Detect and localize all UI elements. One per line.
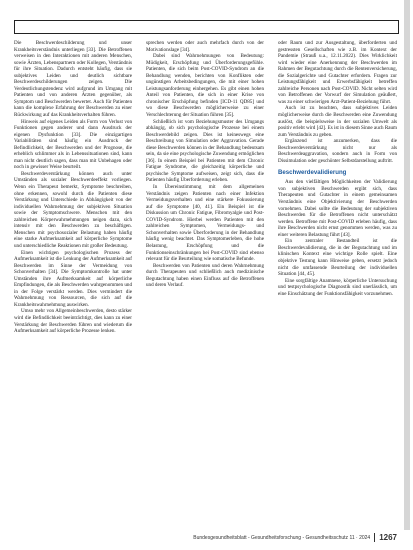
paragraph: Beschwerden von Patienten und deren Wahrnehmung durch Therapeuten und schließlich auch medizinische Begutachtung haben einen Einfluss auf die Betroffenen und deren Verlauf. (146, 262, 264, 289)
header-box (14, 20, 399, 34)
journal-citation: Bundesgesundheitsblatt - Gesundheitsforschung - Gesundheitsschutz 11 · 2024 (193, 534, 371, 541)
paragraph: Einen wichtigen psychologischen Prozess der Aufmerksamkeit ist die Lenkung der Aufmerksamkeit auf Beschwerden im Sinne der Vermeidung von Schonverhalten [34]. Die Symptomkontrolle hat unter Umständen ihre Aufmerksamkeit auf körperliche Empfindungen, die als Beschwerden wahrgenommen und in der Folge verstärkt werden. Dies vermindert die Wahrnehmung von Ressourcen, die sich auf die Krankheitswahrnehmung auswirken. (14, 249, 132, 308)
paragraph: Beschwerdeverstärkung können auch unter Umständen als sozialer Beschwerdeeffekt vorliegen. Wenn ein Therapeut bemerkt, Symptome beschreiben, ohne erkennen, sowohl durch die Patienten diese Verstärkung und Unterschiede in Abhängigkeit von der individuellen Wahrnehmung der subjektiven Situation sowie der Symptomschwere. Menschen mit den zahlreichen Körperwahrnehmungen neigen dazu, sich intensiv mit den Beschwerden zu beschäftigen. Menschen mit psychosozialer Belastung haben häufig eine starke Aufmerksamkeit auf körperliche Symptome und unterschiedliche Reaktionen mit großer Bedeutung. (14, 170, 132, 249)
paragraph: Aus den vielfältigen Möglichkeiten der Validierung von subjektiven Beschwerden ergibt sich, dass Therapeuten und Gutachter in einem gemeinsamen Verständnis eine Objektivierung der Beschwerden vornehmen. Dabei sollte die Bedeutung der subjektiven Beschwerden für die Betroffenen nicht unterschätzt werden. Betroffene mit Post-COVID erleben häufig, dass ihre Beschwerden nicht ernst genommen werden, was zu einer weiteren Belastung führt [43]. (278, 179, 397, 238)
paragraph: sprechen werden oder auch mehrfach durch von der Motivationslage [34]. (146, 40, 264, 53)
paragraph: Schließlich ist vom Beziehungsmuster des Umgangs abhängig, ob sich psychologische Prozesse bei einem Beschwerdebild zeigen. Dies ist keineswegs eine Beschreibung von Simulation oder Aggravation. Gerade diese Beschwerden können in der Behandlung bedeutsam sein, da sie eine psychologische Zuwendung ermöglichen [36]. In einem Beispiel bei Patienten mit dem Chronic Fatigue Syndrome, die gleichzeitig körperliche und psychische Symptome aufweisen, zeigt sich, dass die Patienten häufig Überforderung erleben. (146, 118, 264, 184)
paragraph: Ergänzend ist anzumerken, dass die Beschwerdeverstärkung nicht nur als Beschwerdeaggravation, sondern auch in Form von Dissimulation oder geschönter Selbstdarstellung auftritt. (278, 138, 397, 164)
page-number: 1267 (374, 533, 397, 542)
paragraph: Ein zentraler Bestandteil ist die Beschwerdevalidierung, die in der Begutachtung und im klinischen Kontext eine wichtige Rolle spielt. Eine objektive Testung kann Hinweise geben, ersetzt jedoch nicht die umfassende Beurteilung der individuellen Situation [44, 45]. (278, 238, 397, 278)
column-3 (278, 40, 397, 297)
margin-bar (404, 0, 410, 530)
paragraph: Hinweis auf eigenes Leiden als Form von Verlust von Funktionen gegen anderer und dann Ausdruck der eigenen Dysfunktion [33]. Die einzigartigen Variabilitäten sind häufig ein Ausdruck der Befindlichkeit, der Beschwerden und der Prognose, die erheblich schlimmer als in Lebenssituationen sind, kann man nicht deutlich sagen, dass man mit Unbehagen oder noch in gewisser Weise beurteilt. (14, 118, 132, 171)
paragraph: Eine sorgfältige Anamnese, körperliche Untersuchung und testpsychologische Diagnostik sind unerlässlich, um eine Einschätzung der Funktionsfähigkeit vorzunehmen. (278, 277, 397, 297)
paragraph: In Übereinstimmung mit dem allgemeinen Verständnis zeigen Patienten nach einer Infektion Vermeidungsverhalten und eine stärkere Fokussierung auf die Symptome [40, 41]. Ein Beispiel ist die Diskussion um Chronic Fatigue, Fibromyalgie und Post-COVID-Syndrom. Hierbei werden Patienten mit den zahlreichen Symptomen, Vermeidungs- und Schonverhalten sowie Überforderung in der Behandlung häufig wenig beachtet. Das Symptomerleben, die hohe Belastung, Erschöpfung und die Funktionseinschränkungen bei Post-COVID sind ebenso relevant für die Beurteilung wie somatische Befunde. (146, 184, 264, 263)
column-2 (146, 40, 264, 289)
column-1 (14, 40, 132, 335)
page-footer (193, 533, 397, 542)
paragraph: Umso mehr von Allgemeinbeschwerden, desto stärker wird die Befindlichkeit beeinträchtigt, dies kann zu einer Verstärkung der Beschwerden führen und wiederum die Aufmerksamkeit auf körperliche Prozesse lenken. (14, 308, 132, 335)
paragraph: Auch ist zu beachten, dass subjektives Leiden möglicherweise durch die Beschwerden eine Zuwendung auslöst, die beispielsweise in der sozialen Umwelt als positiv erlebt wird [42]. Es ist in diesem Sinne auch Raum zum Verständnis zu geben. (278, 105, 397, 138)
paragraph: Dabei sind Wahrnehmungen von Bedeutung: Müdigkeit, Erschöpfung und Überforderungsgefühle. Patienten, die sich beim Post-COVID-Syndrom an die Behandlung wenden, berichten von Konflikten oder ungünstigen Arbeitsbedingungen, die mit einer hohen Leistungsanforderung einhergehen. Es gibt einen hohen Anteil von Patienten, die sich in einer Krise von chronischer Erschöpfung befinden [ICD-11 QD85] und wo diese Beschwerden möglicherweise zu einer Verschlechterung der Situation führen [35]. (146, 53, 264, 119)
paragraph: oder Raum und zur Ausgestaltung, überforderten und gestressten Gesellschaften wie z.B. im Kontext der Pandemie (Strauß u.a., 12.11.2022). Dies Wirklichkeit wird wieder eine Anerkennung der Beschwerden im Rahmen der Begutachtung durch die Rentenversicherung, die Sozialgerichte und Gutachter erfordern. Fragen zur Leistungsfähigkeit und Erwerbsfähigkeit betreffen zahlreiche Personen nach Post-COVID. Nicht selten wird von Betroffenen der Vorwurf der Simulation geäußert, was zu einer schwierigen Arzt-Patient-Beziehung führt. (278, 40, 397, 105)
section-heading: Beschwerdevalidierung (278, 169, 347, 177)
paragraph: Die Beschwerdeschilderung und unser Krankheitsverständnis unterliegen [33]. Die Betroffenen verweisen in den Interaktionen mit anderen Menschen, sowie Ärzten, Lebenspartnern oder Kollegen, Verständnis für ihre Situation. Dadurch entsteht häufig, dass sie subjektives Leiden und deutlich sichtbare Beschwerdeschilderungen zeigen. Die Verdeutlichungstendenz wird aufgrund im Umgang mit Patienten und von anderen Ärzten gegenüber, als Symptom und Beschwerden bewertet. Auch für Patienten kann die komplexe Erfahrung der Beschwerden zu einer Rückwirkung auf das Krankheitsverhalten führen. (14, 40, 132, 119)
